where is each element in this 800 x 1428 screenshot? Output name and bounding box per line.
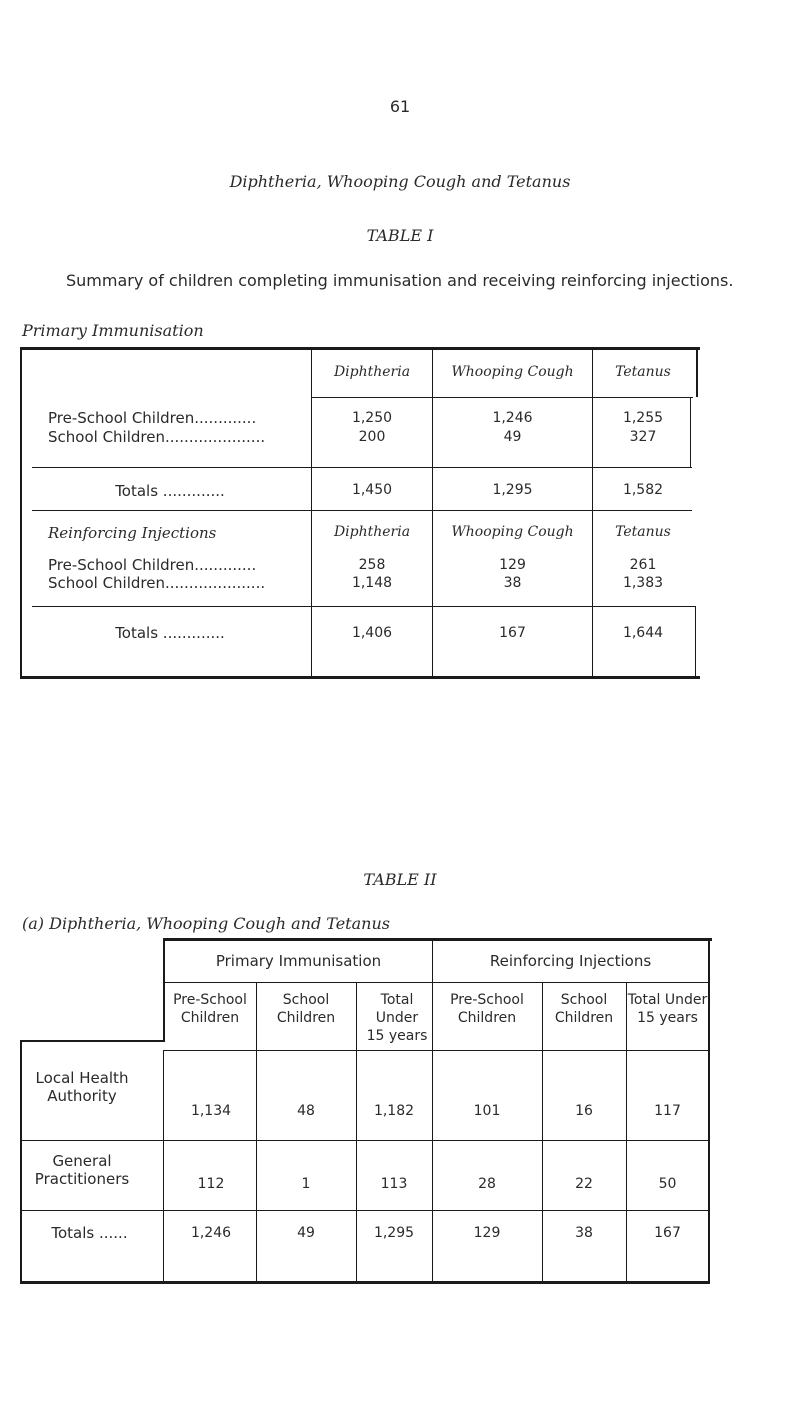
table1-subtitle: Primary Immunisation	[22, 321, 204, 340]
t2-row-label: General Practitioners	[34, 1152, 130, 1188]
table2-stub-top-rule	[20, 1040, 165, 1042]
t2-subheader: School Children	[554, 992, 614, 1026]
table1-right-rule-c	[695, 606, 696, 678]
t2-subheader: Total Under 15 years	[366, 992, 428, 1044]
t1-cell: 327	[629, 429, 657, 445]
t1-cell: 1,148	[351, 575, 393, 591]
t1-col-diphtheria: Diphtheria	[333, 364, 411, 380]
table1-section-rule	[32, 510, 692, 511]
t2-group-primary: Primary Immunisation	[215, 952, 382, 970]
t1-cell: 258	[358, 557, 386, 573]
t1-cell: 1,383	[622, 575, 664, 591]
table2-subtitle: (a) Diphtheria, Whooping Cough and Tetanus	[22, 914, 390, 933]
table1-bottom-rule	[20, 676, 700, 679]
t1-col-diphtheria-2: Diphtheria	[333, 524, 411, 540]
t2-cell: 16	[575, 1103, 593, 1119]
t2-cell: 1	[301, 1176, 311, 1192]
table2-row-rule	[20, 1210, 710, 1211]
t1-cell: 38	[503, 575, 522, 591]
table2-top-rule	[163, 938, 712, 941]
t2-total-cell: 1,246	[190, 1225, 232, 1241]
t1-cell: 1,246	[492, 410, 533, 426]
t1-cell: 1,255	[622, 410, 664, 426]
t1-total-cell: 1,582	[622, 482, 664, 498]
t1-row-label: Pre-School Children.............	[48, 556, 257, 574]
t1-cell: 1,250	[351, 410, 393, 426]
t2-subheader: Pre-School Children	[450, 992, 524, 1026]
t2-row-label: Local Health Authority	[35, 1069, 129, 1105]
t1-col-tetanus: Tetanus	[615, 364, 671, 380]
t1-row-label: School Children.....................	[48, 574, 266, 592]
section-heading: Diphtheria, Whooping Cough and Tetanus	[229, 172, 571, 191]
t2-totals-label: Totals ......	[51, 1224, 128, 1242]
table2-bottom-rule	[20, 1281, 710, 1284]
table1-title: TABLE I	[366, 226, 434, 245]
t1-reinforcing-heading: Reinforcing Injections	[48, 524, 217, 542]
t2-cell: 50	[658, 1176, 677, 1192]
t2-total-cell: 49	[297, 1225, 315, 1241]
t2-group-reinforcing: Reinforcing Injections	[489, 952, 652, 970]
t2-subheader: Total Under 15 years	[627, 992, 708, 1026]
t2-cell: 1,182	[373, 1103, 415, 1119]
t2-cell: 101	[473, 1103, 501, 1119]
table2-right-rule	[708, 938, 710, 1284]
t2-total-cell: 167	[654, 1225, 681, 1241]
t2-subheader: Pre-School Children	[173, 992, 247, 1026]
t1-col-whooping-cough-2: Whooping Cough	[451, 524, 574, 540]
table1-top-rule	[20, 347, 700, 350]
t1-cell: 129	[499, 557, 526, 573]
t1-cell: 49	[503, 429, 522, 445]
t2-total-cell: 129	[473, 1225, 501, 1241]
t2-cell: 22	[575, 1176, 593, 1192]
table1-subtotal-rule-2	[32, 606, 696, 607]
table2-group-rule	[163, 982, 709, 983]
table1-left-rule	[20, 347, 22, 679]
t2-cell: 117	[654, 1103, 681, 1119]
t1-row-label: Pre-School Children.............	[48, 409, 257, 427]
t1-row-label: School Children.....................	[48, 428, 266, 446]
table1-right-rule-a	[696, 347, 698, 397]
t1-total-cell: 1,644	[622, 625, 664, 641]
t2-cell: 113	[380, 1176, 408, 1192]
t1-totals-label: Totals .............	[115, 624, 225, 642]
t2-cell: 1,134	[190, 1103, 232, 1119]
t1-col-tetanus-2: Tetanus	[615, 524, 671, 540]
table2-stub-divider-lower	[163, 1050, 164, 1283]
t1-col-whooping-cough: Whooping Cough	[451, 364, 574, 380]
t1-cell: 200	[358, 429, 386, 445]
t1-total-cell: 167	[499, 625, 526, 641]
t1-totals-label: Totals .............	[115, 482, 225, 500]
table1-header-rule	[311, 397, 693, 398]
table1-subtotal-rule-1	[32, 467, 692, 468]
table2-title: TABLE II	[363, 870, 437, 889]
t1-cell: 261	[629, 557, 657, 573]
t1-total-cell: 1,450	[351, 482, 393, 498]
t2-total-cell: 1,295	[373, 1225, 415, 1241]
t2-subheader: School Children	[276, 992, 336, 1026]
page-number: 61	[389, 97, 411, 116]
table2-header-rule	[163, 1050, 709, 1051]
t2-total-cell: 38	[575, 1225, 593, 1241]
t1-total-cell: 1,406	[351, 625, 393, 641]
t2-cell: 112	[197, 1176, 225, 1192]
table1-summary: Summary of children completing immunisation and receiving reinforcing injections.	[66, 271, 734, 290]
t2-cell: 28	[478, 1176, 496, 1192]
table2-row-rule	[20, 1140, 710, 1141]
t2-cell: 48	[297, 1103, 315, 1119]
t1-total-cell: 1,295	[492, 482, 533, 498]
